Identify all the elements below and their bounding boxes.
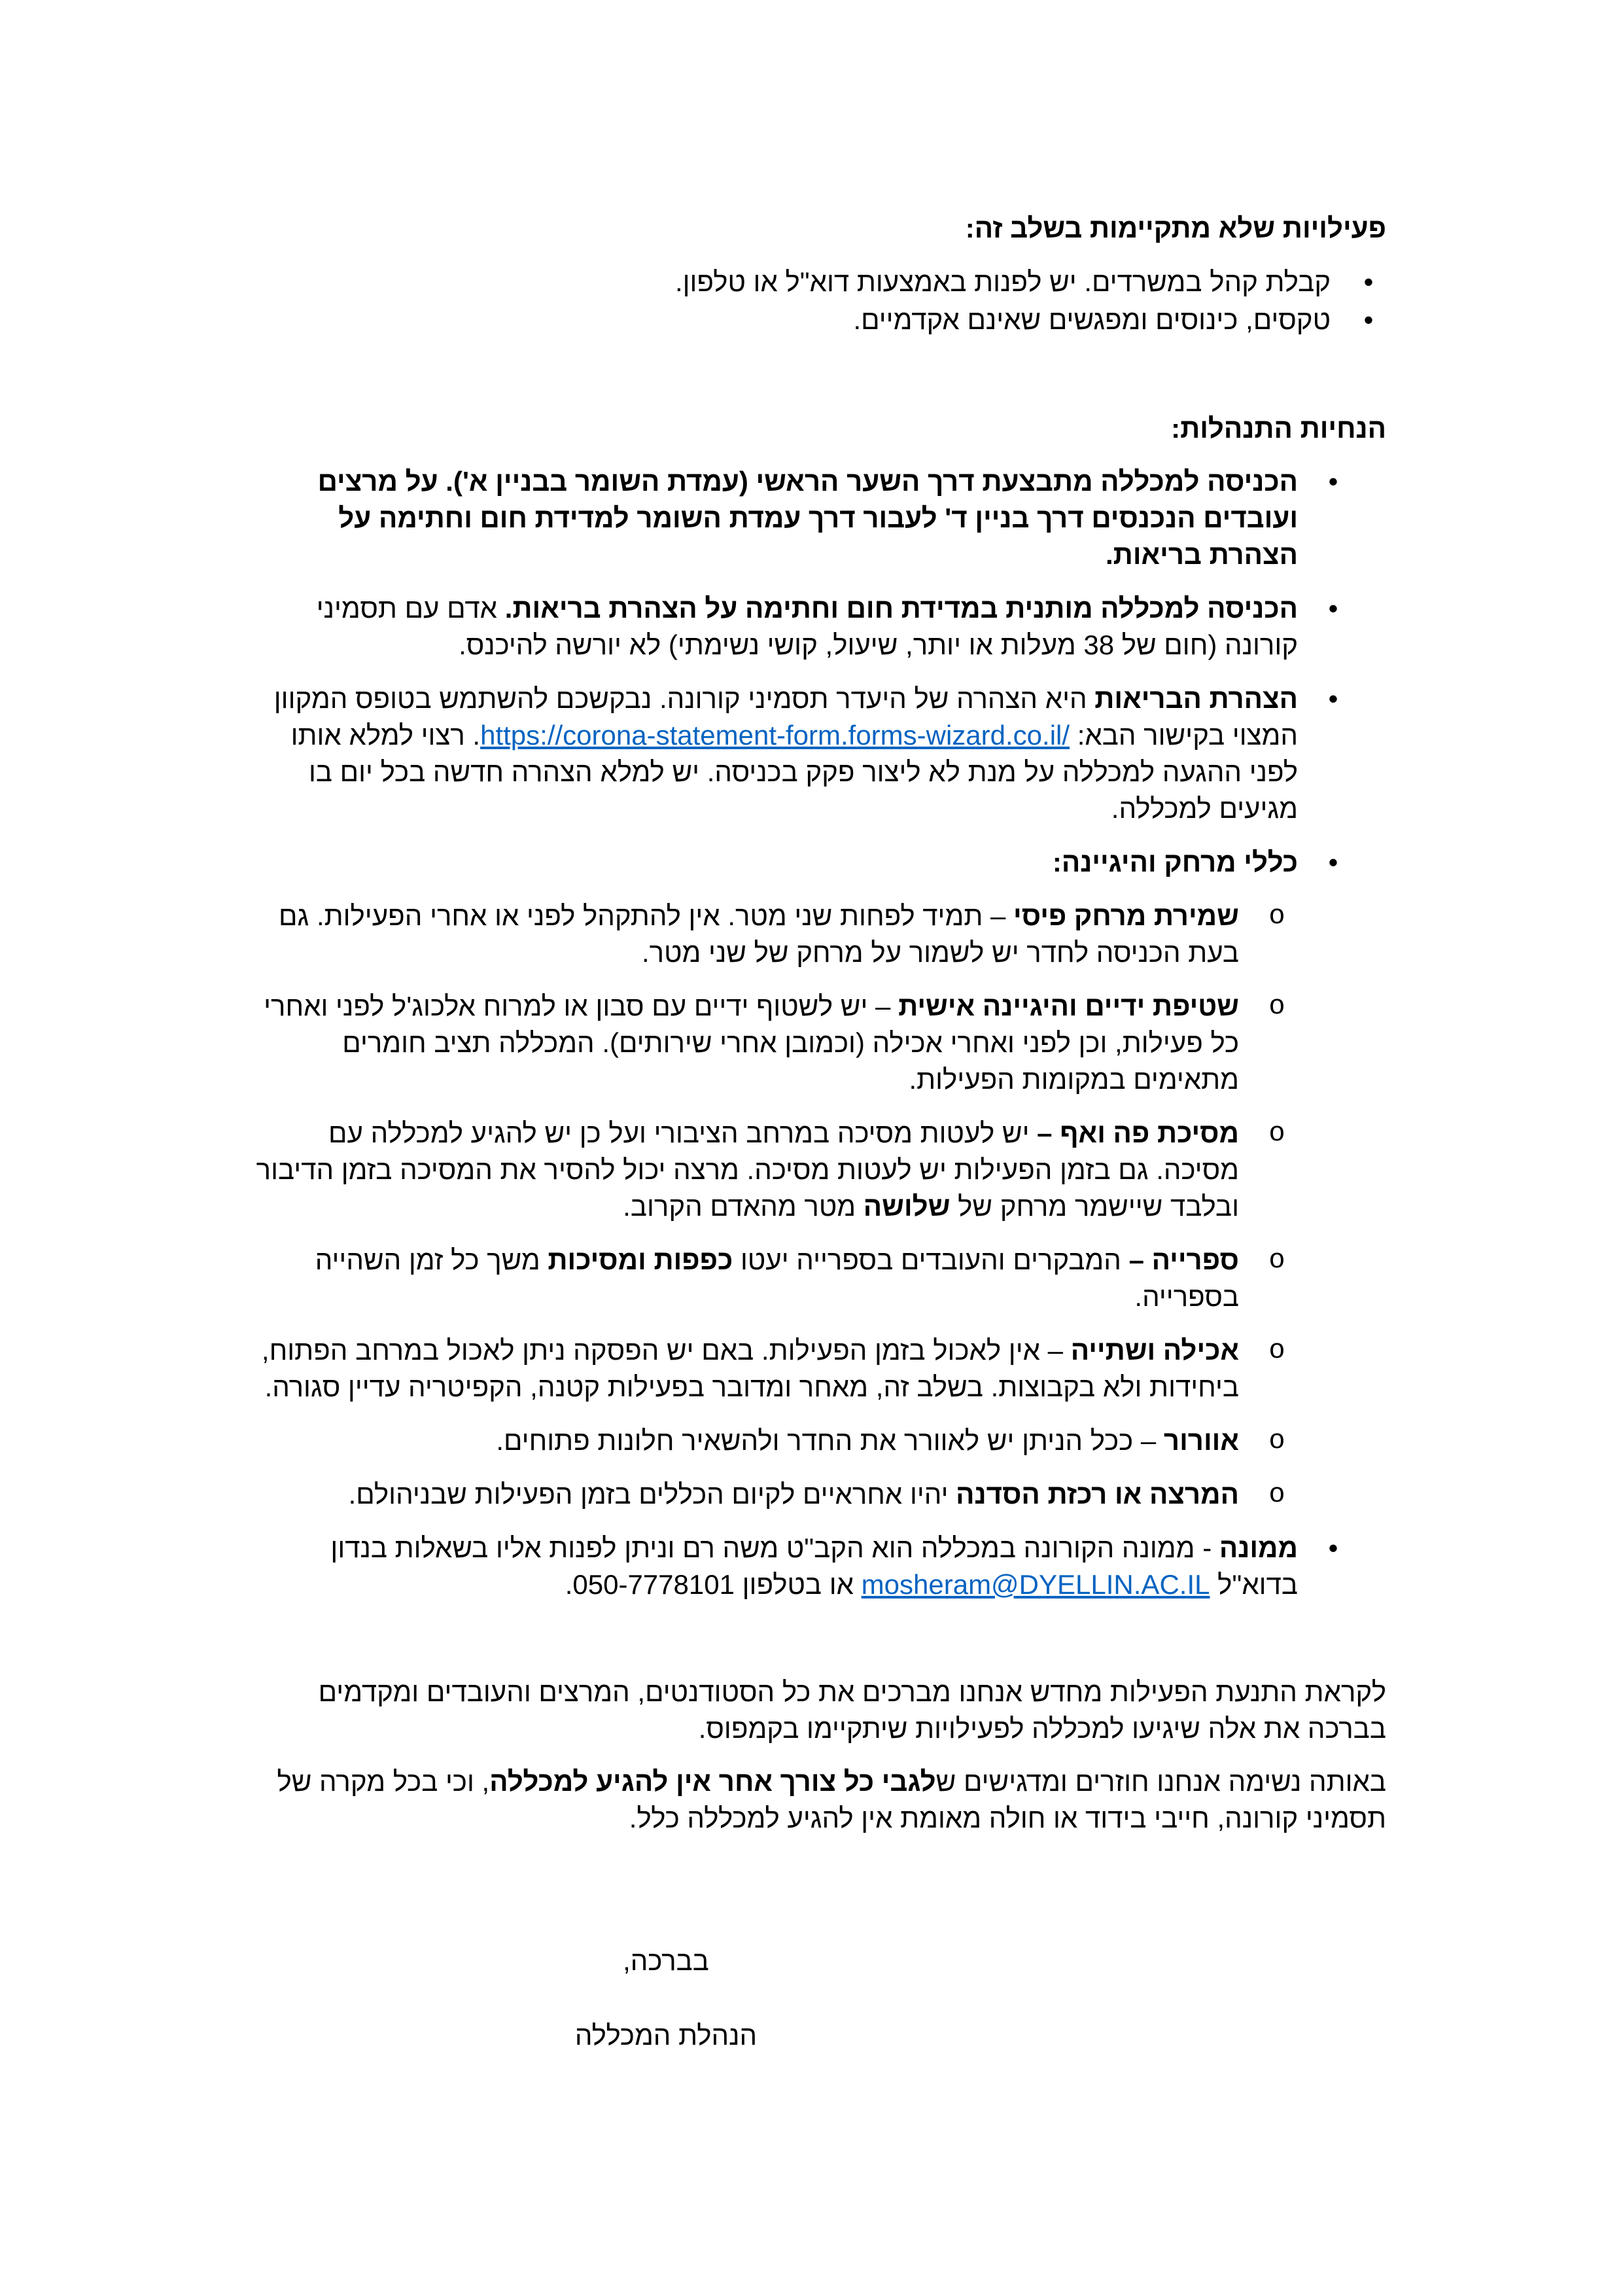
rule-title: אכילה ושתייה [1070,1335,1239,1366]
bullet-icon: • [1328,1532,1338,1563]
health-declaration-text: היא הצהרה של היעדר תסמיני קורונה. נבקשכם להשתמש בטופס המקוון המצוי בקישור הבא: [273,683,1298,751]
section-heading-inactive-activities: פעילויות שלא מתקיימות בשלב זה: [965,213,1386,243]
bullet-icon: • [1328,847,1338,877]
circle-bullet-icon: o [1268,1425,1285,1457]
emphasis-paragraph-bold: לגבי כל צורך אחר אין להגיע למכללה [489,1766,936,1797]
rule-text: – אין לאכול בזמן הפעילות. באם יש הפסקה ניתן לאכול במרחב הפתוח, ביחידות ולא בקבוצות. בשלב זה, מאחר ומדובר בפעילות קטנה, הקפיטריה עדיין סגורה. [261,1335,1239,1402]
guideline-health-declaration [250,680,1386,827]
section-heading-guidelines: הנחיות התנהלות: [1171,413,1386,444]
bullet-icon: • [1328,466,1338,497]
list-item-text: קבלת קהל במשרדים. יש לפנות באמצעות דוא"ל או טלפון. [674,266,1331,297]
closing-signature-block [470,1943,862,2054]
bullet-icon: • [1328,683,1338,714]
rule-text: יהיו אחראיים לקיום הכללים בזמן הפעילות שבניהולם. [348,1479,956,1510]
guideline-supervisor [250,1530,1386,1603]
rule-text: המבקרים והעובדים בספרייה יעטו [733,1245,1129,1275]
rule-title: המרצה או רכזת הסדנה [956,1479,1239,1510]
hygiene-rule-eating [250,1332,1386,1405]
hygiene-heading-text: כללי מרחק והיגיינה: [1052,847,1298,877]
circle-bullet-icon: o [1268,1245,1285,1276]
rule-title: שמירת מרחק פיסי [1013,900,1239,931]
emphasis-paragraph [250,1763,1386,1837]
health-declaration-bold: הצהרת הבריאות [1094,683,1298,714]
circle-bullet-icon: o [1268,1479,1285,1510]
guideline-hygiene-heading [250,844,1386,881]
welcome-paragraph: לקראת התנעת הפעילות מחדש אנחנו מברכים את כל הסטודנטים, המרצים והעובדים ומקדמים בברכה את אלה שיגיעו למכללה לפעילויות שיתקיימו בקמפוס. [318,1676,1386,1744]
guidelines-list [250,463,1386,1603]
rule-emphasis: כפפות ומסיכות [548,1245,733,1275]
bullet-icon: • [1363,266,1374,297]
entry-condition-text: אדם עם תסמיני קורונה (חום של 38 מעלות או יותר, שיעול, קושי נשימתי) לא יורשה להיכנס. [316,593,1298,660]
circle-bullet-icon: o [1268,900,1285,932]
entrance-text: הכניסה למכללה מתבצעת דרך השער הראשי (עמדת השומר בבניין א'). על מרצים ועובדים הנכנסים דרך בניין ד' לעבור דרך עמדת השומר למדידת חום וחתימה על הצהרת בריאות. [317,466,1298,570]
emphasis-paragraph-text: באותה נשימה אנחנו חוזרים ומדגישים ש [935,1766,1386,1797]
rule-text: יש לעטות מסיכה במרחב הציבורי ועל כן יש להגיע למכללה עם מסיכה. גם בזמן הפעילות יש לעטות מסיכה. מרצה יכול להסיר את המסיכה בזמן הדיבור ובלבד שיישמר מרחק של [256,1118,1239,1222]
rule-text: – יש לשטוף ידיים עם סבון או למרוח אלכוג'ל לפני ואחרי כל פעילות, וכן לפני ואחרי אכילה (וכמובן אחרי שירותים). המכללה תציב חומרים מתאימים במקומות הפעילות. [264,991,1239,1095]
list-item [250,301,1386,339]
rule-text-after: מטר מהאדם הקרוב. [623,1191,864,1222]
bullet-icon: • [1363,304,1374,335]
circle-bullet-icon: o [1268,1118,1285,1149]
rule-title: ספרייה – [1128,1245,1239,1275]
bullet-icon: • [1328,593,1338,624]
rule-title: אוורור [1163,1425,1239,1456]
emphasis-paragraph-text-after: , וכי בכל מקרה של תסמיני קורונה, חייבי בידוד או חולה מאומת אין להגיע למכללה כלל. [277,1766,1386,1833]
rule-text: – ככל הניתן יש לאוורר את החדר ולהשאיר חלונות פתוחים. [496,1425,1164,1456]
rule-title: מסיכת פה ואף – [1037,1118,1239,1148]
rule-text-after: משך כל זמן השהייה בספרייה. [315,1245,1239,1312]
supervisor-phone-text: או בטלפון 050-7778101. [565,1569,862,1600]
supervisor-email-link[interactable]: mosheram@DYELLIN.AC.IL [861,1569,1210,1600]
health-declaration-form-link[interactable]: https://corona-statement-form.forms-wizard.co.il/ [480,720,1070,751]
entry-condition-bold: הכניסה למכללה מותנית במדידת חום וחתימה על הצהרת בריאות. [504,593,1298,624]
signature: הנהלת המכללה [574,2020,758,2051]
guideline-entry-condition [250,590,1386,663]
circle-bullet-icon: o [1268,991,1285,1022]
rule-title: שטיפת ידיים והיגיינה אישית [898,991,1239,1021]
closing-greeting: בברכה, [623,1945,709,1976]
hygiene-rule-responsibility [250,1476,1386,1513]
list-item-text: טקסים, כינוסים ומפגשים שאינם אקדמיים. [853,304,1331,335]
list-item [250,263,1386,301]
rule-emphasis: שלושה [863,1191,951,1222]
supervisor-bold: ממונה [1219,1532,1298,1563]
hygiene-rule-distance [250,898,1386,971]
hygiene-rule-ventilation [250,1422,1386,1459]
health-declaration-text-after: . רצוי למלא אותו לפני ההגעה למכללה על מנת לא ליצור פקק בכניסה. יש למלא הצהרה חדשה בכל יום בו מגיעים למכללה. [290,720,1298,824]
inactive-activities-list [250,263,1386,339]
circle-bullet-icon: o [1268,1335,1285,1366]
supervisor-text: - ממונה הקורונה במכללה הוא הקב"ט משה רם וניתן לפנות אליו בשאלות בנדון בדוא"ל [330,1532,1298,1600]
hygiene-rule-handwashing [250,988,1386,1098]
hygiene-rule-library [250,1242,1386,1315]
hygiene-rule-mask [250,1115,1386,1225]
guideline-entrance [250,463,1386,573]
rule-text: – תמיד לפחות שני מטר. אין להתקהל לפני או אחרי הפעילות. גם בעת הכניסה לחדר יש לשמור על מרחק של שני מטר. [279,900,1239,968]
